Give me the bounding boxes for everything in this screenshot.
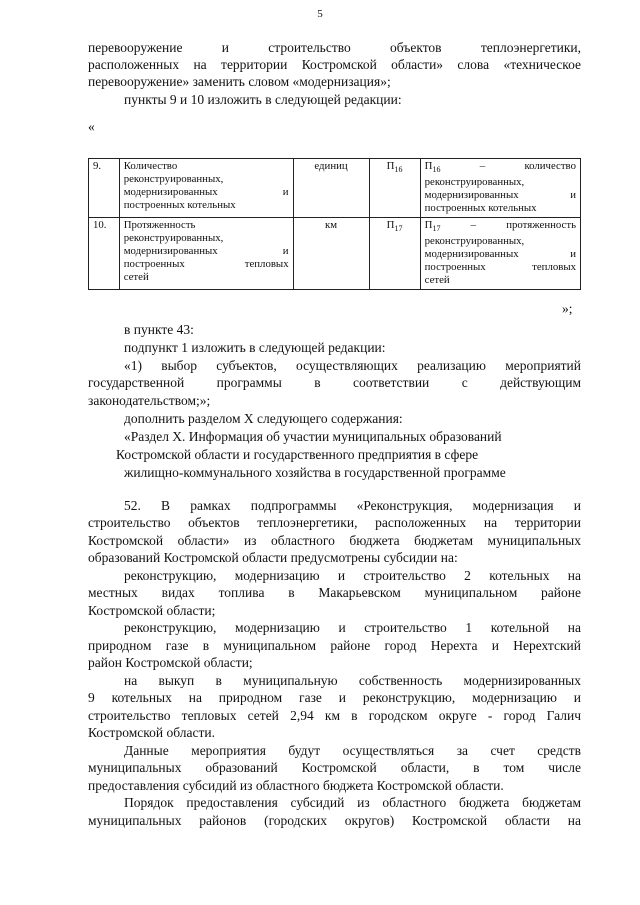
item-2-b: природном газе в муниципальном районе город Нерехта и Нерехтский <box>88 638 581 653</box>
row-number: 9. <box>89 159 120 218</box>
measures-c: предоставления субсидий из областного бюджета Костромской области. <box>88 778 504 793</box>
item-3-c: строительство тепловых сетей 2,94 км в городском округе - город Галич <box>88 708 581 723</box>
item-2-c: район Костромской области; <box>88 655 253 670</box>
subitem-1-text-b: государственной программы в соответствии с действующим <box>88 375 581 390</box>
indicator-name: Протяженность реконструированных, модернизированных и построенных тепловых сетей <box>119 218 293 290</box>
row-number: 10. <box>89 218 120 290</box>
procedure-a: Порядок предоставления субсидий из областного бюджета бюджетам <box>124 795 581 810</box>
intro-line-2: расположенных на территории Костромской области» слова «техническое <box>88 57 581 72</box>
item-1-b: местных видах топлива в Макарьевском муниципальном районе <box>88 585 581 600</box>
indicator-variable: $П_{16}$ <box>369 159 420 218</box>
indicators-table <box>88 158 581 290</box>
para-52-b: строительство объектов теплоэнергетики, расположенных на территории <box>88 515 581 530</box>
para-52-c: Костромской области» из областного бюджета бюджетам муниципальных <box>88 533 581 548</box>
para-52-a: 52. В рамках подпрограммы «Реконструкция, модернизация и <box>124 498 581 513</box>
subitem-1-text-a: «1) выбор субъектов, осуществляющих реализацию мероприятий <box>124 358 581 373</box>
item-2-a: реконструкцию, модернизацию и строительство 1 котельной на <box>124 620 581 635</box>
indicator-unit: км <box>293 218 369 290</box>
subitem-1: подпункт 1 изложить в следующей редакции: <box>124 340 386 355</box>
indicator-definition: $П_{16}$ – количество реконструированных, модернизированных и построенных котельных <box>420 159 580 218</box>
item-1-a: реконструкцию, модернизацию и строительство 2 котельных на <box>124 568 581 583</box>
table-row <box>89 159 581 218</box>
para-52-d: образований Костромской области предусмотрены субсидии на: <box>88 550 458 565</box>
intro-line-3: перевооружение» заменить словом «модернизация»; <box>88 74 391 89</box>
indicator-unit: единиц <box>293 159 369 218</box>
measures-a: Данные мероприятия будут осуществляться за счет средств <box>124 743 581 758</box>
section-heading-1: «Раздел X. Информация об участии муниципальных образований <box>124 429 502 444</box>
item-3-a: на выкуп в муниципальную собственность модернизированных <box>124 673 581 688</box>
section-heading-3: жилищно-коммунального хозяйства в государственной программе <box>124 465 506 480</box>
item-3-d: Костромской области. <box>88 725 215 740</box>
page-number: 5 <box>317 8 323 20</box>
intro-line-1: перевооружение и строительство объектов теплоэнергетики, <box>88 40 581 55</box>
item-43: в пункте 43: <box>124 322 194 337</box>
table-row <box>89 218 581 290</box>
indicator-definition: $П_{17}$ – протяженность реконструированных, модернизированных и построенных тепловых сетей <box>420 218 580 290</box>
item-3-b: 9 котельных на природном газе и реконструкцию, модернизацию и <box>88 690 581 705</box>
procedure-b: муниципальных районов (городских округов) Костромской области на <box>88 813 581 828</box>
add-section: дополнить разделом X следующего содержания: <box>124 411 403 426</box>
close-quote: »; <box>562 301 573 316</box>
open-quote: « <box>88 119 95 134</box>
intro-line-4: пункты 9 и 10 изложить в следующей редакции: <box>124 92 402 107</box>
indicator-name: Количество реконструированных, модернизированных и построенных котельных <box>119 159 293 218</box>
subitem-1-text-c: законодательством;»; <box>88 393 211 408</box>
measures-b: муниципальных образований Костромской области, в том числе <box>88 760 581 775</box>
item-1-c: Костромской области; <box>88 603 216 618</box>
indicator-variable: $П_{17}$ <box>369 218 420 290</box>
section-heading-2: Костромской области и государственного предприятия в сфере <box>116 447 479 462</box>
